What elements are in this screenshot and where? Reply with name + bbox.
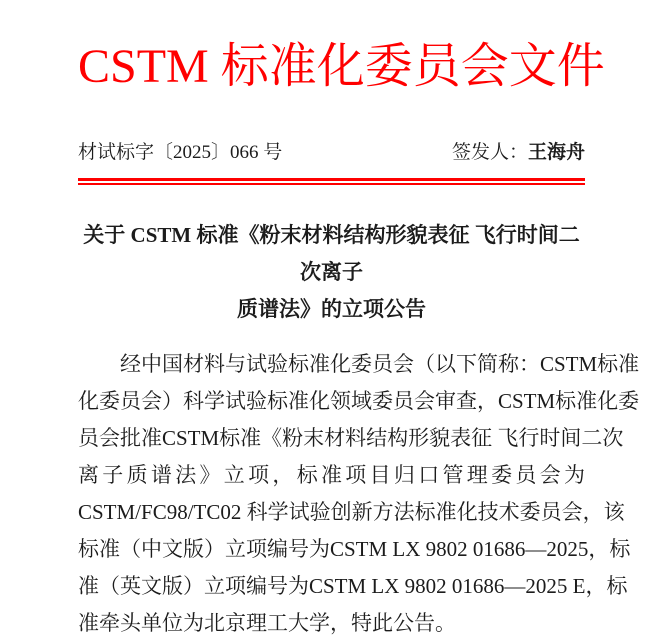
- body-line: CSTM/FC98/TC02 科学试验创新方法标准化技术委员会，该: [78, 500, 625, 524]
- body-line: 准（英文版）立项编号为CSTM LX 9802 01686—2025 E，标: [78, 574, 628, 598]
- body-line: 离子质谱法》立项，标准项目归口管理委员会为: [78, 463, 585, 487]
- rule-bottom-line: [78, 183, 585, 185]
- letterhead-title: CSTM 标准化委员会文件: [78, 40, 605, 93]
- body-line: 化委员会）科学试验标准化领域委员会审查，CSTM标准化委: [78, 389, 640, 413]
- subject-title-line-1: 关于 CSTM 标准《粉末材料结构形貌表征 飞行时间二次离子: [83, 223, 580, 284]
- body-line: 标准（中文版）立项编号为CSTM LX 9802 01686—2025，标: [78, 537, 631, 561]
- subject-title: [78, 217, 585, 328]
- doc-number-row: [78, 140, 585, 166]
- subject-title-line-2: 质谱法》的立项公告: [237, 297, 426, 321]
- body-line: 经中国材料与试验标准化委员会（以下简称：CSTM标准: [120, 352, 640, 376]
- body-line: 员会批准CSTM标准《粉末材料结构形貌表征 飞行时间二次: [78, 426, 624, 450]
- body-line: 准牵头单位为北京理工大学，特此公告。: [78, 611, 456, 635]
- body-paragraph: [78, 346, 640, 642]
- red-double-rule: [78, 178, 585, 185]
- doc-number: 材试标字〔2025〕066 号: [78, 142, 283, 163]
- document-page: [0, 36, 660, 643]
- issuer: [452, 140, 585, 166]
- issuer-label: 签发人：: [451, 142, 528, 163]
- issuer-name: 王海舟: [527, 142, 585, 163]
